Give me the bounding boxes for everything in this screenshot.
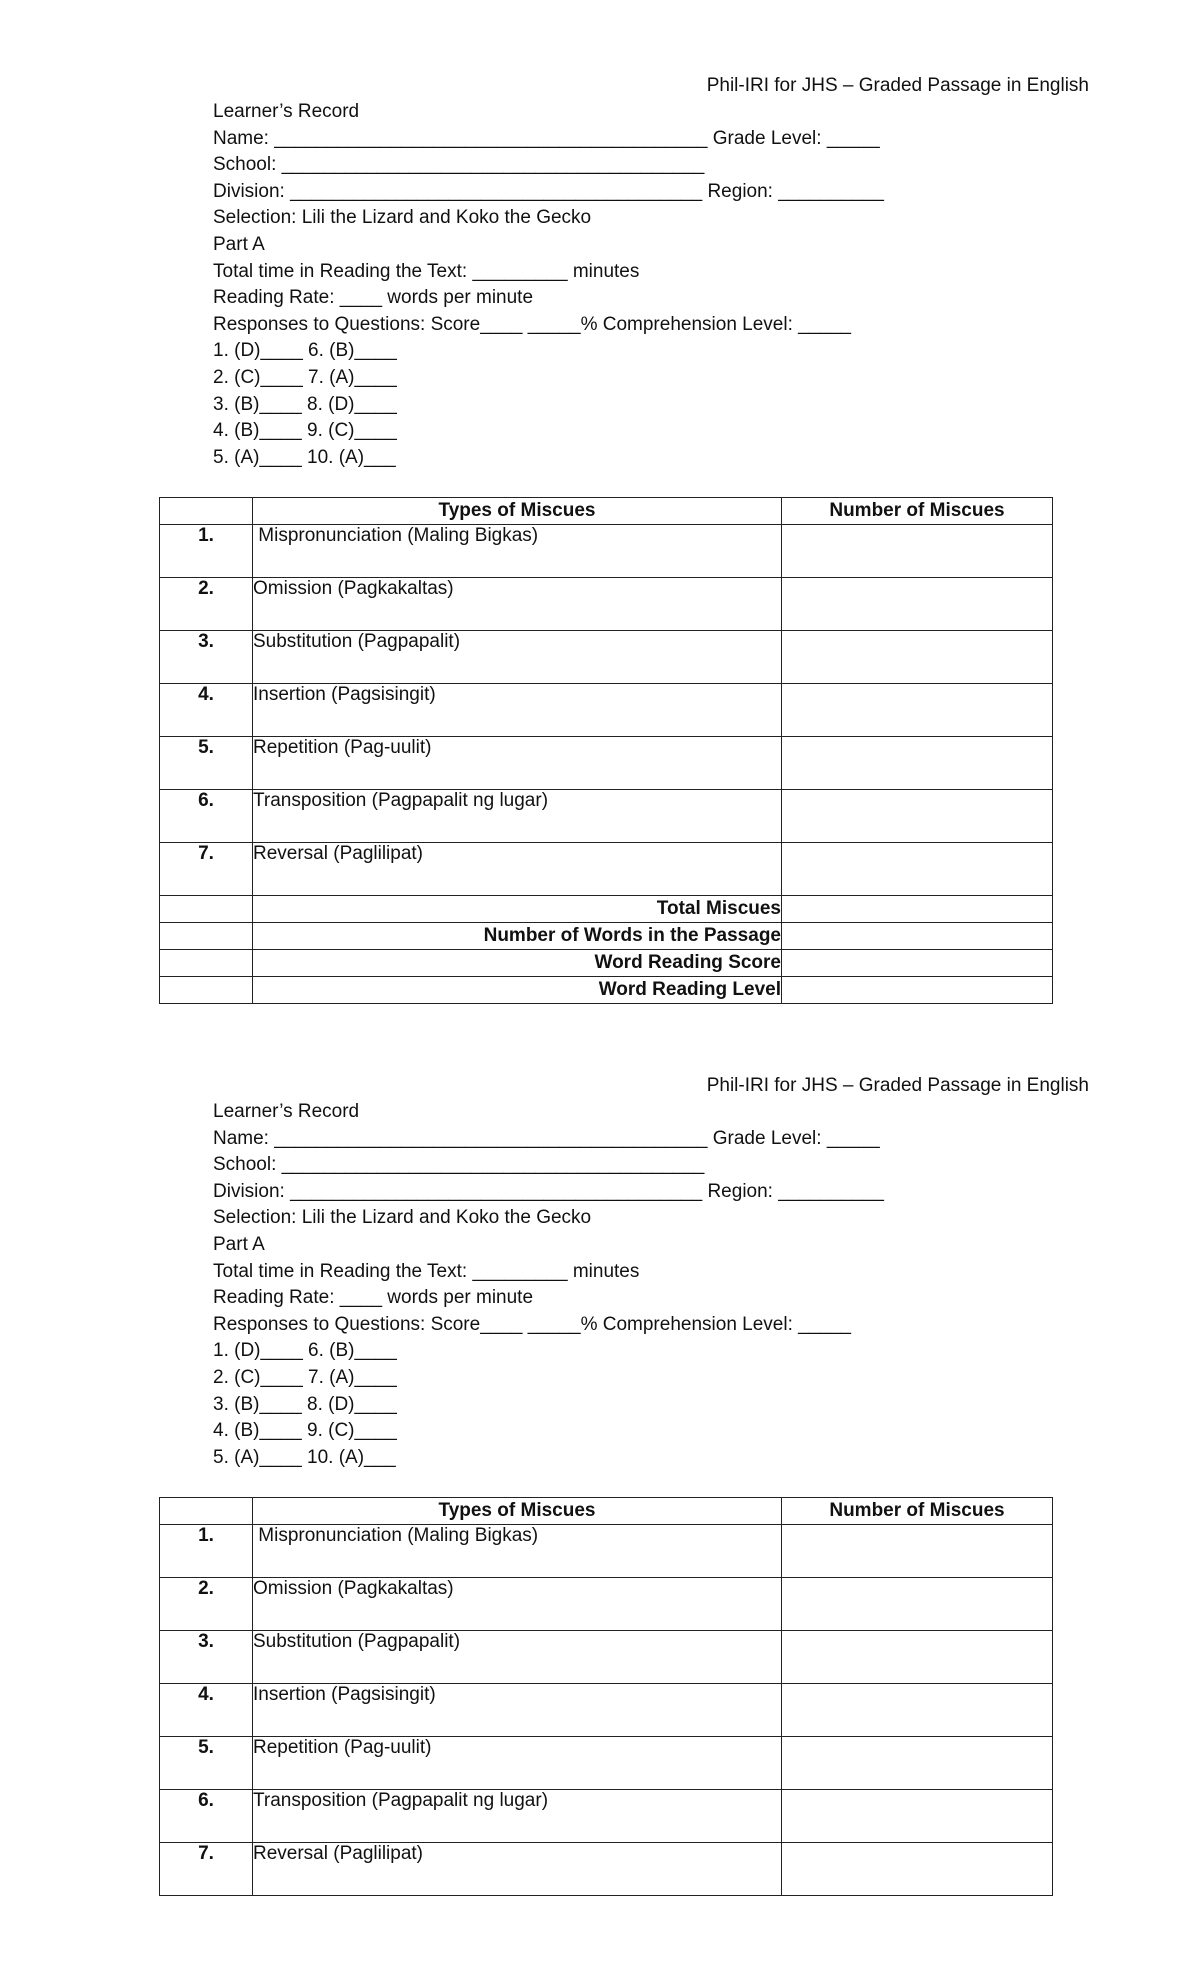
total-label: Total Miscues bbox=[253, 896, 782, 923]
miscue-count-cell[interactable] bbox=[782, 790, 1053, 843]
row-number: 2. bbox=[160, 1578, 253, 1631]
row-number: 2. bbox=[160, 578, 253, 631]
blank-cell bbox=[160, 977, 253, 1004]
answer-line: 1. (D)____ 6. (B)____ bbox=[213, 340, 397, 362]
blank-cell bbox=[160, 950, 253, 977]
answer-line: 4. (B)____ 9. (C)____ bbox=[213, 420, 397, 442]
selection-field: Selection: Lili the Lizard and Koko the Gecko bbox=[213, 207, 592, 229]
record-fields bbox=[213, 99, 884, 471]
total-value-cell[interactable] bbox=[782, 950, 1053, 977]
miscue-count-cell[interactable] bbox=[782, 843, 1053, 896]
answer-line: 3. (B)____ 8. (D)____ bbox=[213, 1393, 397, 1415]
division-field: Division: _______________________________________ Region: __________ bbox=[213, 180, 884, 202]
miscue-type: Omission (Pagkakaltas) bbox=[253, 1578, 782, 1631]
table-row bbox=[160, 684, 1053, 737]
miscue-type: Reversal (Paglilipat) bbox=[253, 1843, 782, 1896]
page-header: Phil-IRI for JHS – Graded Passage in English bbox=[706, 1075, 1089, 1096]
row-number: 3. bbox=[160, 1631, 253, 1684]
miscue-count-cell[interactable] bbox=[782, 1843, 1053, 1896]
table-header-row bbox=[160, 498, 1053, 525]
part-label: Part A bbox=[213, 1233, 265, 1255]
miscue-type: Repetition (Pag-uulit) bbox=[253, 737, 782, 790]
record-title: Learner’s Record bbox=[213, 1101, 360, 1122]
table-row bbox=[160, 578, 1053, 631]
header-types: Types of Miscues bbox=[253, 1498, 782, 1525]
reading-rate-field: Reading Rate: ____ words per minute bbox=[213, 287, 534, 309]
row-number: 4. bbox=[160, 1684, 253, 1737]
miscue-count-cell[interactable] bbox=[782, 1737, 1053, 1790]
header-number: Number of Miscues bbox=[782, 1498, 1053, 1525]
miscue-count-cell[interactable] bbox=[782, 1631, 1053, 1684]
miscue-type: Repetition (Pag-uulit) bbox=[253, 1737, 782, 1790]
miscue-type: Substitution (Pagpapalit) bbox=[253, 631, 782, 684]
miscue-count-cell[interactable] bbox=[782, 737, 1053, 790]
answer-line: 2. (C)____ 7. (A)____ bbox=[213, 366, 397, 388]
miscue-type: Transposition (Pagpapalit ng lugar) bbox=[253, 1790, 782, 1843]
table-row bbox=[160, 737, 1053, 790]
total-row bbox=[160, 896, 1053, 923]
page-header: Phil-IRI for JHS – Graded Passage in English bbox=[706, 75, 1089, 96]
row-number: 1. bbox=[160, 525, 253, 578]
answer-line: 2. (C)____ 7. (A)____ bbox=[213, 1366, 397, 1388]
table-row bbox=[160, 631, 1053, 684]
miscue-type: Insertion (Pagsisingit) bbox=[253, 1684, 782, 1737]
reading-time-field: Total time in Reading the Text: _________ minutes bbox=[213, 1260, 640, 1282]
miscue-type: Reversal (Paglilipat) bbox=[253, 843, 782, 896]
miscue-type: Transposition (Pagpapalit ng lugar) bbox=[253, 790, 782, 843]
miscue-type: Substitution (Pagpapalit) bbox=[253, 1631, 782, 1684]
answer-line: 3. (B)____ 8. (D)____ bbox=[213, 393, 397, 415]
table-row bbox=[160, 525, 1053, 578]
header-blank bbox=[160, 498, 253, 525]
miscue-count-cell[interactable] bbox=[782, 1578, 1053, 1631]
row-number: 7. bbox=[160, 1843, 253, 1896]
answer-line: 1. (D)____ 6. (B)____ bbox=[213, 1340, 397, 1362]
total-value-cell[interactable] bbox=[782, 923, 1053, 950]
total-row bbox=[160, 977, 1053, 1004]
miscue-count-cell[interactable] bbox=[782, 578, 1053, 631]
division-field: Division: _______________________________________ Region: __________ bbox=[213, 1180, 884, 1202]
school-field: School: ________________________________________ bbox=[213, 154, 705, 176]
miscue-type: Mispronunciation (Maling Bigkas) bbox=[253, 1525, 782, 1578]
table-row bbox=[160, 1737, 1053, 1790]
answer-line: 4. (B)____ 9. (C)____ bbox=[213, 1420, 397, 1442]
selection-field: Selection: Lili the Lizard and Koko the Gecko bbox=[213, 1207, 592, 1229]
total-row bbox=[160, 923, 1053, 950]
miscue-count-cell[interactable] bbox=[782, 1525, 1053, 1578]
miscue-type: Insertion (Pagsisingit) bbox=[253, 684, 782, 737]
answer-line: 5. (A)____ 10. (A)___ bbox=[213, 446, 396, 468]
name-field: Name: _________________________________________ Grade Level: _____ bbox=[213, 127, 880, 149]
total-value-cell[interactable] bbox=[782, 896, 1053, 923]
table-row bbox=[160, 1578, 1053, 1631]
blank-cell bbox=[160, 923, 253, 950]
total-label: Number of Words in the Passage bbox=[253, 923, 782, 950]
miscue-count-cell[interactable] bbox=[782, 684, 1053, 737]
table-row bbox=[160, 1684, 1053, 1737]
total-label: Word Reading Score bbox=[253, 950, 782, 977]
table-row bbox=[160, 1631, 1053, 1684]
responses-field: Responses to Questions: Score____ _____% Comprehension Level: _____ bbox=[213, 1313, 851, 1335]
name-field: Name: _________________________________________ Grade Level: _____ bbox=[213, 1127, 880, 1149]
table-row bbox=[160, 790, 1053, 843]
row-number: 6. bbox=[160, 790, 253, 843]
record-fields bbox=[213, 1099, 884, 1471]
table-row bbox=[160, 1790, 1053, 1843]
row-number: 4. bbox=[160, 684, 253, 737]
miscue-type: Mispronunciation (Maling Bigkas) bbox=[253, 525, 782, 578]
row-number: 1. bbox=[160, 1525, 253, 1578]
header-number: Number of Miscues bbox=[782, 498, 1053, 525]
header-types: Types of Miscues bbox=[253, 498, 782, 525]
miscue-count-cell[interactable] bbox=[782, 631, 1053, 684]
table-row bbox=[160, 843, 1053, 896]
total-label: Word Reading Level bbox=[253, 977, 782, 1004]
total-row bbox=[160, 950, 1053, 977]
table-header-row bbox=[160, 1498, 1053, 1525]
answer-line: 5. (A)____ 10. (A)___ bbox=[213, 1446, 396, 1468]
record-title: Learner’s Record bbox=[213, 101, 360, 122]
total-value-cell[interactable] bbox=[782, 977, 1053, 1004]
school-field: School: ________________________________________ bbox=[213, 1154, 705, 1176]
row-number: 5. bbox=[160, 1737, 253, 1790]
responses-field: Responses to Questions: Score____ _____% Comprehension Level: _____ bbox=[213, 313, 851, 335]
header-blank bbox=[160, 1498, 253, 1525]
miscues-table bbox=[159, 497, 1053, 1004]
table-row bbox=[160, 1843, 1053, 1896]
miscues-table bbox=[159, 1497, 1053, 1896]
row-number: 5. bbox=[160, 737, 253, 790]
reading-time-field: Total time in Reading the Text: _________ minutes bbox=[213, 260, 640, 282]
table-row bbox=[160, 1525, 1053, 1578]
row-number: 7. bbox=[160, 843, 253, 896]
blank-cell bbox=[160, 896, 253, 923]
miscue-count-cell[interactable] bbox=[782, 525, 1053, 578]
miscue-type: Omission (Pagkakaltas) bbox=[253, 578, 782, 631]
part-label: Part A bbox=[213, 233, 265, 255]
miscue-count-cell[interactable] bbox=[782, 1684, 1053, 1737]
miscue-count-cell[interactable] bbox=[782, 1790, 1053, 1843]
row-number: 3. bbox=[160, 631, 253, 684]
reading-rate-field: Reading Rate: ____ words per minute bbox=[213, 1287, 534, 1309]
row-number: 6. bbox=[160, 1790, 253, 1843]
